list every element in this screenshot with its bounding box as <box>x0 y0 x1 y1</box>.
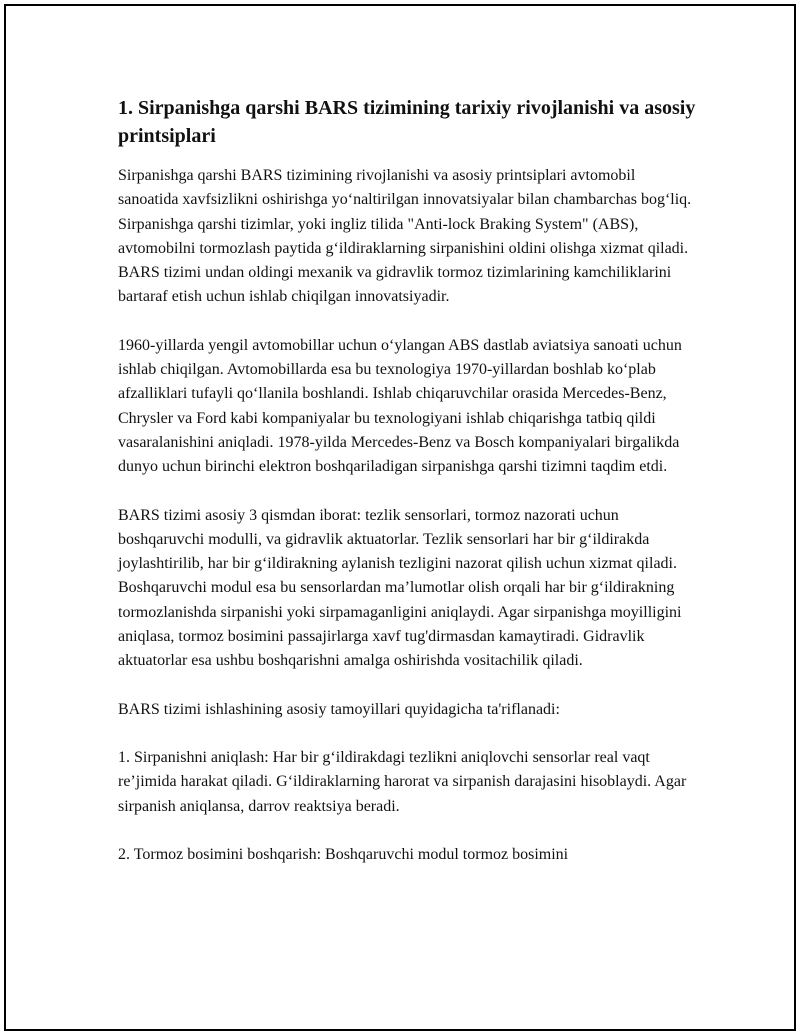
paragraph-principle-1: 1. Sirpanishni aniqlash: Har bir g‘ildirakdagi tezlikni aniqlovchi sensorlar real vaqt re’jimida harakat qiladi. G‘ildiraklarning harorat va sirpanish darajasini hisoblaydi. Agar sirpanish aniqlansa, darrov reaktsiya beradi. <box>118 748 687 815</box>
document-body <box>118 94 698 891</box>
paragraph-history: 1960-yillarda yengil avtomobillar uchun o‘ylangan ABS dastlab aviatsiya sanoati uchun ishlab chiqilgan. Avtomobillarda esa bu texnologiya 1970-yillardan boshlab ko‘plab afzalliklari tufayli qo‘llanila boshlandi. Ishlab chiqaruvchilar orasida Mercedes-Benz, Chrysler va Ford kabi kompaniyalar bu texnologiyani ishlab chiqarishga tatbiq qildi vasaralanishini aniqladi. 1978-yilda Mercedes-Benz va Bosch kompaniyalari birgalikda dunyo uchun birinchi elektron boshqariladigan sirpanishga qarshi tizimni taqdim etdi. <box>118 336 682 476</box>
paragraph-principles-intro: BARS tizimi ishlashining asosiy tamoyillari quyidagicha ta'riflanadi: <box>118 700 560 718</box>
paragraph-principle-2: 2. Tormoz bosimini boshqarish: Boshqaruvchi modul tormoz bosimini <box>118 845 569 863</box>
section-heading: 1. Sirpanishga qarshi BARS tizimining tarixiy rivojlanishi va asosiy printsiplari <box>118 97 696 147</box>
paragraph-intro: Sirpanishga qarshi BARS tizimining rivojlanishi va asosiy printsiplari avtomobil sanoatida xavfsizlikni oshirishga yo‘naltirilgan innovatsiyalar bilan chambarchas bog‘liq. Sirpanishga qarshi tizimlar, yoki ingliz tilida "Anti-lock Braking System" (ABS), avtomobilni tormozlash paytida g‘ildiraklarning sirpanishini oldini olishga xizmat qiladi. BARS tizimi undan oldingi mexanik va gidravlik tormoz tizimlarining kamchiliklarini bartaraf etish uchun ishlab chiqilgan innovatsiyadir. <box>118 167 692 306</box>
paragraph-components: BARS tizimi asosiy 3 qismdan iborat: tezlik sensorlari, tormoz nazorati uchun boshqaruvchi modulli, va gidravlik aktuatorlar. Tezlik sensorlari har bir g‘ildirakda joylashtirilib, har bir g‘ildirakning aylanish tezligini nazorat qilish uchun xizmat qiladi. Boshqaruvchi modul esa bu sensorlardan ma’lumotlar olish orqali har bir g‘ildirakning tormozlanishda sirpanishi yoki sirpamaganligini aniqlaydi. Agar sirpanishga moyilligini aniqlasa, tormoz bosimini passajirlarga xavf tug'dirmasdan kamaytiradi. Gidravlik aktuatorlar esa ushbu boshqarishni amalga oshirishda vositachilik qiladi. <box>118 506 682 670</box>
